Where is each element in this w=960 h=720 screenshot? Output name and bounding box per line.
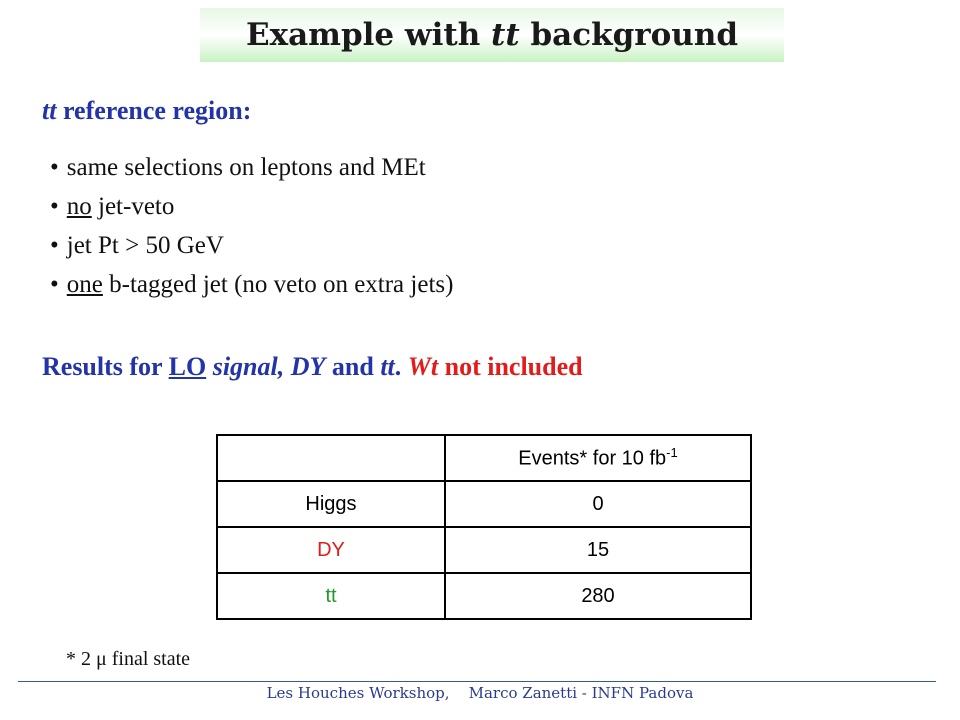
footnote: * 2 μ final state [66, 648, 191, 670]
bullet-item [50, 226, 453, 265]
section-text: reference region: [56, 96, 252, 125]
section-heading [42, 96, 251, 126]
bullet-dot: • [50, 193, 59, 220]
table-header-row [217, 435, 751, 481]
title-prefix: Example with [245, 17, 492, 53]
row-name-tt: tt [217, 573, 445, 619]
bullet-item [50, 265, 453, 304]
table-row [217, 573, 751, 619]
events-table [216, 434, 752, 620]
bullet-list [50, 148, 453, 304]
title-suffix: background [519, 17, 739, 53]
bullet-dot: • [50, 232, 59, 259]
results-not-included: not included [438, 352, 583, 381]
bullet-underlined: one [66, 271, 103, 298]
results-period: . [394, 352, 408, 381]
footer-text: Les Houches Workshop, Marco Zanetti - INFN Padova [266, 684, 694, 702]
bullet-text: jet Pt > 50 GeV [66, 232, 224, 259]
results-and: and [325, 352, 381, 381]
results-lo: LO [168, 352, 207, 381]
results-tt: tt [380, 352, 395, 381]
results-text-1: Results for [42, 352, 169, 381]
row-value-higgs: 0 [445, 481, 751, 527]
title-banner [200, 8, 784, 62]
row-name-dy: DY [217, 527, 445, 573]
slide-title [246, 17, 738, 53]
results-line [42, 352, 583, 382]
row-value-dy: 15 [445, 527, 751, 573]
row-name-higgs: Higgs [217, 481, 445, 527]
results-wt: Wt [407, 352, 439, 381]
bullet-text: jet-veto [91, 193, 175, 220]
bullet-item [50, 187, 453, 226]
events-header-sup: -1 [666, 445, 678, 461]
events-header-text: Events* for 10 fb [518, 447, 667, 470]
bullet-dot: • [50, 271, 59, 298]
table-row [217, 527, 751, 573]
table-header-empty [217, 435, 445, 481]
results-signal-dy: signal, DY [206, 352, 326, 381]
table-row [217, 481, 751, 527]
footer-divider [18, 681, 936, 682]
title-tt: tt [491, 17, 520, 53]
bullet-text: same selections on leptons and MEt [66, 154, 426, 181]
row-value-tt: 280 [445, 573, 751, 619]
bullet-item [50, 148, 453, 187]
table-header-events [445, 435, 751, 481]
bullet-dot: • [50, 154, 59, 181]
section-tt: tt [42, 96, 57, 125]
bullet-underlined: no [66, 193, 92, 220]
bullet-text: b-tagged jet (no veto on extra jets) [102, 271, 454, 298]
